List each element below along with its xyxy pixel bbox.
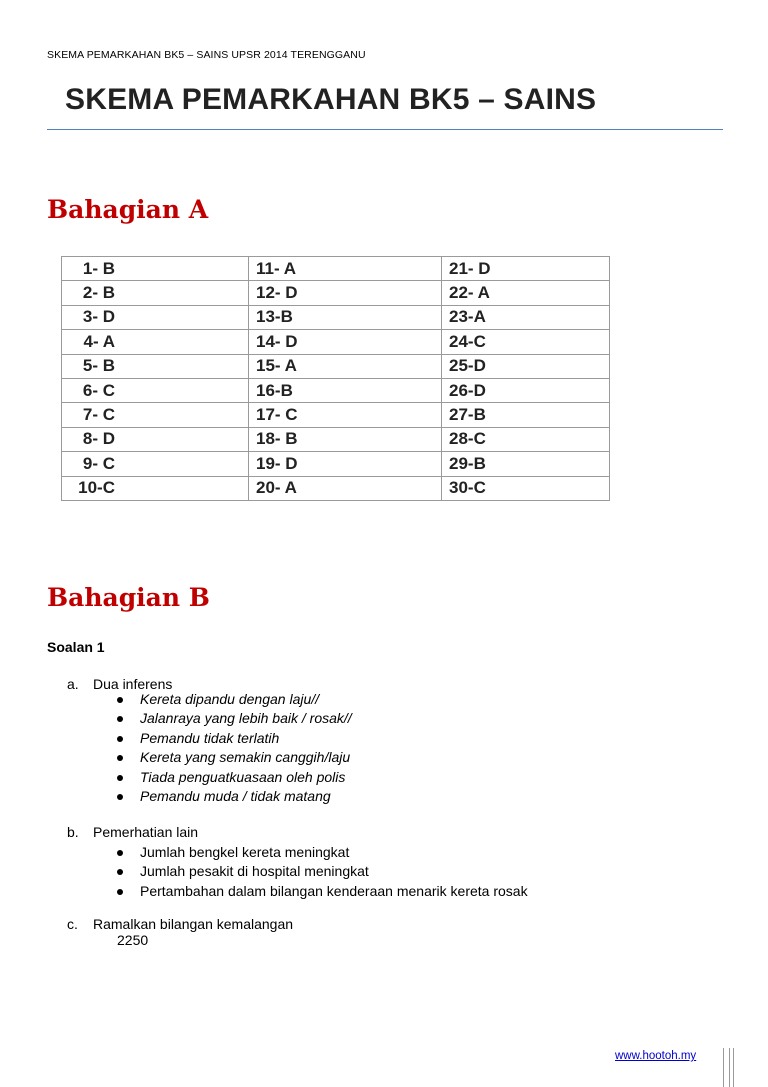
- answer-cell-text: 6- C: [82, 380, 115, 400]
- answer-cell: 26-D: [442, 378, 610, 402]
- answer-cell: 16-B: [249, 378, 442, 402]
- answer-cell-text: 5- B: [82, 356, 115, 376]
- answer-cell-text: 8- D: [82, 429, 115, 449]
- table-row: [62, 257, 610, 281]
- answer-cell-text: 9- C: [82, 453, 115, 473]
- part-b-bullet-list: [117, 843, 528, 901]
- answer-table: [61, 256, 610, 501]
- section-a-heading: Bahagian A: [47, 195, 209, 224]
- footer-bar-line: [729, 1048, 730, 1087]
- answer-cell: 13-B: [249, 305, 442, 329]
- question-part-b: [67, 824, 198, 840]
- answer-cell-text: 1- B: [82, 258, 115, 278]
- answer-cell: 20- A: [249, 476, 442, 500]
- part-b-letter: b.: [67, 824, 79, 840]
- answer-cell: 30-C: [442, 476, 610, 500]
- running-header: SKEMA PEMARKAHAN BK5 – SAINS UPSR 2014 TERENGGANU: [47, 49, 366, 61]
- answer-cell: 25-D: [442, 354, 610, 378]
- part-c-letter: c.: [67, 916, 78, 932]
- table-row: [62, 427, 610, 451]
- answer-cell: 12- D: [249, 281, 442, 305]
- question-label: Soalan 1: [47, 639, 105, 655]
- page-title: SKEMA PEMARKAHAN BK5 – SAINS: [65, 83, 597, 116]
- answer-table-body: [62, 257, 610, 501]
- list-item: Jumlah bengkel kereta meningkat: [117, 843, 528, 862]
- part-a-bullet-list: [117, 690, 352, 806]
- answer-cell: 29-B: [442, 452, 610, 476]
- answer-cell: [62, 403, 249, 427]
- answer-cell: 15- A: [249, 354, 442, 378]
- section-b-heading: Bahagian B: [47, 583, 210, 612]
- part-a-label: Dua inferens: [93, 676, 173, 692]
- part-b-label: Pemerhatian lain: [93, 824, 199, 840]
- table-row: [62, 378, 610, 402]
- list-item: Pemandu muda / tidak matang: [117, 787, 352, 806]
- answer-cell-text: 2- B: [82, 283, 115, 303]
- answer-cell: 18- B: [249, 427, 442, 451]
- footer-link[interactable]: www.hootoh.my: [615, 1050, 697, 1062]
- answer-cell: 28-C: [442, 427, 610, 451]
- answer-cell: [62, 427, 249, 451]
- answer-cell: 23-A: [442, 305, 610, 329]
- answer-cell-text: 3- D: [82, 307, 115, 327]
- footer-bar-line: [723, 1048, 724, 1087]
- part-c-label: Ramalkan bilangan kemalangan: [93, 916, 294, 932]
- answer-cell: [62, 330, 249, 354]
- question-part-c: [67, 916, 293, 932]
- part-c-answer: 2250: [117, 932, 149, 948]
- answer-cell: [62, 378, 249, 402]
- answer-cell: 19- D: [249, 452, 442, 476]
- list-item: Jalanraya yang lebih baik / rosak//: [117, 709, 352, 728]
- table-row: [62, 330, 610, 354]
- table-row: [62, 305, 610, 329]
- answer-cell: [62, 354, 249, 378]
- part-a-letter: a.: [67, 676, 79, 692]
- table-row: [62, 281, 610, 305]
- answer-cell: 22- A: [442, 281, 610, 305]
- answer-cell: 27-B: [442, 403, 610, 427]
- answer-cell: 17- C: [249, 403, 442, 427]
- list-item: Kereta yang semakin canggih/laju: [117, 748, 352, 767]
- answer-cell: [62, 476, 249, 500]
- answer-cell: [62, 305, 249, 329]
- answer-cell: 11- A: [249, 257, 442, 281]
- answer-cell: 21- D: [442, 257, 610, 281]
- list-item: Pemandu tidak terlatih: [117, 729, 352, 748]
- title-rule: [47, 129, 723, 130]
- answer-cell: [62, 257, 249, 281]
- footer-bar-line: [733, 1048, 734, 1087]
- answer-cell: [62, 281, 249, 305]
- answer-cell: 14- D: [249, 330, 442, 354]
- table-row: [62, 452, 610, 476]
- table-row: [62, 476, 610, 500]
- answer-cell: 24-C: [442, 330, 610, 354]
- list-item: Pertambahan dalam bilangan kenderaan menarik kereta rosak: [117, 882, 528, 901]
- list-item: Tiada penguatkuasaan oleh polis: [117, 768, 352, 787]
- table-row: [62, 354, 610, 378]
- table-row: [62, 403, 610, 427]
- list-item: Kereta dipandu dengan laju//: [117, 690, 352, 709]
- answer-cell-text: 7- C: [82, 405, 115, 425]
- answer-cell: [62, 452, 249, 476]
- list-item: Jumlah pesakit di hospital meningkat: [117, 862, 528, 881]
- answer-cell-text: 10-C: [78, 478, 115, 498]
- answer-cell-text: 4- A: [83, 331, 115, 351]
